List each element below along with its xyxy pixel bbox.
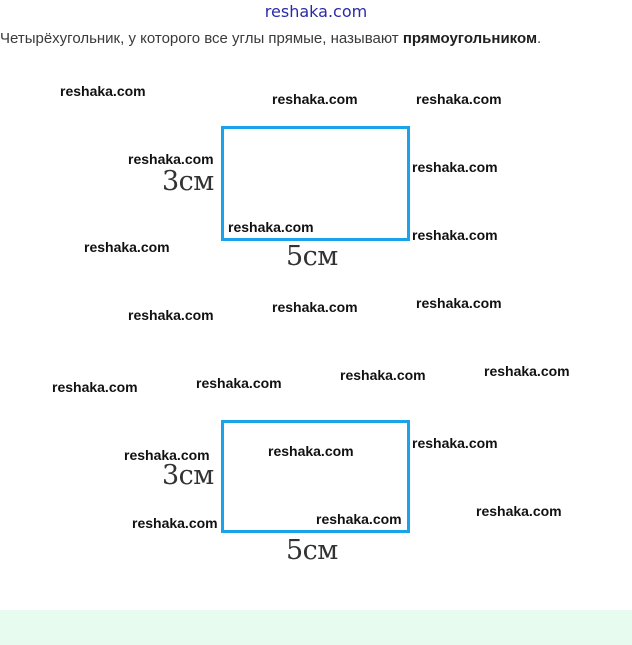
intro-term: прямоугольником xyxy=(402,30,538,47)
width-label-2: 5см xyxy=(286,535,338,566)
watermark: reshaka.com xyxy=(128,151,214,167)
watermark: reshaka.com xyxy=(412,435,498,451)
watermark: reshaka.com xyxy=(132,515,218,531)
watermark: reshaka.com xyxy=(484,363,570,379)
watermark: reshaka.com xyxy=(84,239,170,255)
site-title[interactable]: reshaka.com xyxy=(264,2,368,21)
width-label-1: 5см xyxy=(286,241,338,272)
watermark: reshaka.com xyxy=(412,227,498,243)
watermark: reshaka.com xyxy=(316,511,402,527)
watermark: reshaka.com xyxy=(412,159,498,175)
watermark: reshaka.com xyxy=(196,375,282,391)
watermark: reshaka.com xyxy=(340,367,426,383)
intro-text: Четырёхугольник, у которого все углы прямые, называют xyxy=(0,30,403,47)
watermark: reshaka.com xyxy=(228,219,314,235)
watermark: reshaka.com xyxy=(416,91,502,107)
watermark: reshaka.com xyxy=(272,299,358,315)
watermark: reshaka.com xyxy=(476,503,562,519)
height-label-1: 3см xyxy=(162,166,214,197)
watermark: reshaka.com xyxy=(272,91,358,107)
watermark: reshaka.com xyxy=(416,295,502,311)
footer-bar xyxy=(0,610,632,645)
watermark: reshaka.com xyxy=(60,83,146,99)
watermark: reshaka.com xyxy=(124,447,210,463)
height-label-2: 3см xyxy=(162,460,214,491)
watermark: reshaka.com xyxy=(128,307,214,323)
watermark: reshaka.com xyxy=(52,379,138,395)
intro-end: . xyxy=(537,30,542,47)
intro-paragraph xyxy=(0,30,632,47)
watermark: reshaka.com xyxy=(268,443,354,459)
